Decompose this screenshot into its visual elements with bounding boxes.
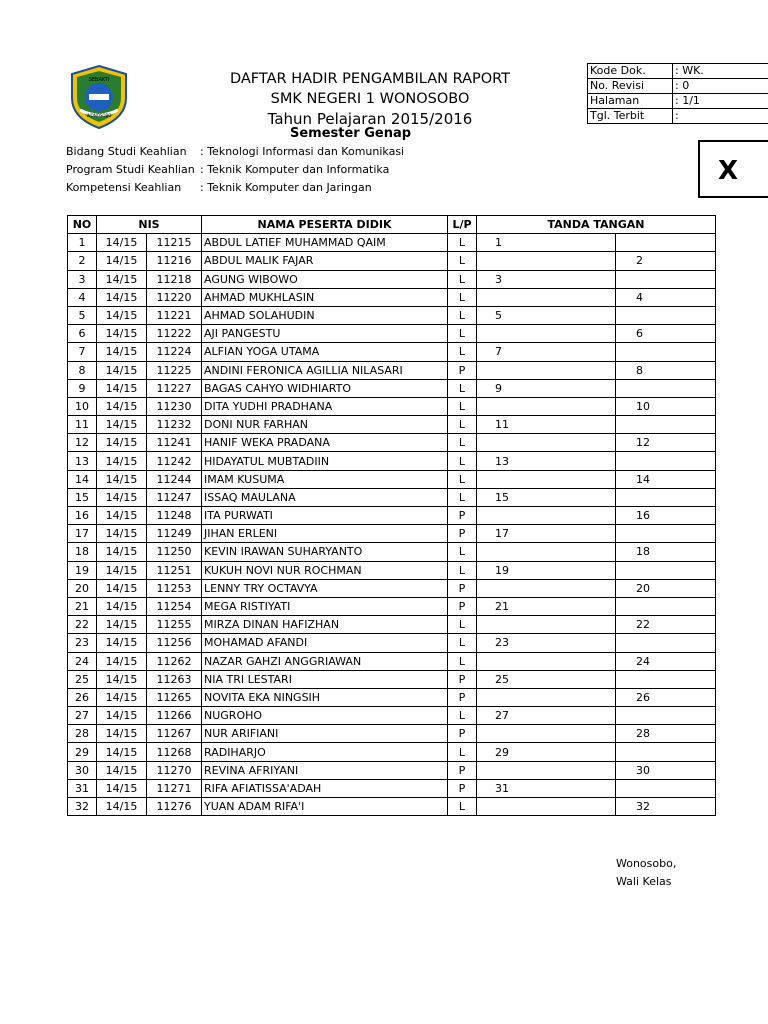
signature-right[interactable]: 14 bbox=[616, 470, 716, 488]
row-lp: L bbox=[448, 434, 477, 452]
signature-left[interactable] bbox=[477, 761, 616, 779]
row-year: 14/15 bbox=[97, 779, 147, 797]
row-year: 14/15 bbox=[97, 670, 147, 688]
row-lp: L bbox=[448, 707, 477, 725]
row-lp: P bbox=[448, 597, 477, 615]
row-no: 7 bbox=[68, 343, 97, 361]
table-row bbox=[68, 361, 716, 379]
table-row bbox=[68, 325, 716, 343]
row-nis: 11225 bbox=[147, 361, 202, 379]
doc-row bbox=[588, 64, 768, 79]
row-year: 14/15 bbox=[97, 270, 147, 288]
signature-left[interactable]: 3 bbox=[477, 270, 616, 288]
table-row bbox=[68, 743, 716, 761]
row-nis: 11215 bbox=[147, 234, 202, 252]
footer-place: Wonosobo, bbox=[616, 857, 677, 870]
table-row bbox=[68, 652, 716, 670]
table-row bbox=[68, 379, 716, 397]
signature-right[interactable]: 4 bbox=[616, 288, 716, 306]
title-line-3: Tahun Pelajaran 2015/2016 bbox=[267, 110, 473, 128]
row-no: 5 bbox=[68, 306, 97, 324]
row-name: ABDUL MALIK FAJAR bbox=[202, 252, 448, 270]
info-label: Program Studi Keahlian bbox=[66, 163, 195, 176]
signature-right[interactable]: 8 bbox=[616, 361, 716, 379]
signature-left[interactable]: 5 bbox=[477, 306, 616, 324]
row-no: 27 bbox=[68, 707, 97, 725]
doc-key: Kode Dok. bbox=[588, 64, 673, 79]
class-code-box: X bbox=[698, 140, 768, 198]
row-no: 1 bbox=[68, 234, 97, 252]
row-nis: 11241 bbox=[147, 434, 202, 452]
row-year: 14/15 bbox=[97, 452, 147, 470]
signature-left[interactable]: 9 bbox=[477, 379, 616, 397]
signature-left[interactable]: 23 bbox=[477, 634, 616, 652]
row-lp: L bbox=[448, 270, 477, 288]
signature-right[interactable]: 10 bbox=[616, 397, 716, 415]
row-no: 30 bbox=[68, 761, 97, 779]
row-name: IMAM KUSUMA bbox=[202, 470, 448, 488]
row-no: 8 bbox=[68, 361, 97, 379]
doc-key: No. Revisi bbox=[588, 79, 673, 94]
row-name: DONI NUR FARHAN bbox=[202, 416, 448, 434]
table-row bbox=[68, 688, 716, 706]
row-lp: L bbox=[448, 234, 477, 252]
row-no: 26 bbox=[68, 688, 97, 706]
row-name: NUGROHO bbox=[202, 707, 448, 725]
document-title bbox=[150, 69, 590, 129]
signature-left[interactable]: 11 bbox=[477, 416, 616, 434]
signature-right[interactable]: 30 bbox=[616, 761, 716, 779]
row-lp: L bbox=[448, 325, 477, 343]
row-lp: P bbox=[448, 670, 477, 688]
row-year: 14/15 bbox=[97, 652, 147, 670]
table-row bbox=[68, 707, 716, 725]
signature-left[interactable]: 15 bbox=[477, 488, 616, 506]
row-name: NOVITA EKA NINGSIH bbox=[202, 688, 448, 706]
row-name: AGUNG WIBOWO bbox=[202, 270, 448, 288]
signature-left[interactable] bbox=[477, 252, 616, 270]
row-lp: L bbox=[448, 743, 477, 761]
logo-text-top: SEBAKTI bbox=[88, 77, 110, 83]
signature-right[interactable]: 20 bbox=[616, 579, 716, 597]
header-nis: NIS bbox=[97, 216, 202, 234]
row-name: MIRZA DINAN HAFIZHAN bbox=[202, 616, 448, 634]
row-no: 4 bbox=[68, 288, 97, 306]
table-row bbox=[68, 634, 716, 652]
signature-left[interactable]: 21 bbox=[477, 597, 616, 615]
row-name: AHMAD SOLAHUDIN bbox=[202, 306, 448, 324]
signature-right[interactable] bbox=[616, 670, 716, 688]
row-lp: P bbox=[448, 725, 477, 743]
row-year: 14/15 bbox=[97, 707, 147, 725]
table-row bbox=[68, 270, 716, 288]
table-row bbox=[68, 306, 716, 324]
row-lp: L bbox=[448, 343, 477, 361]
row-year: 14/15 bbox=[97, 725, 147, 743]
info-value: : Teknologi Informasi dan Komunikasi bbox=[200, 145, 405, 158]
row-name: ITA PURWATI bbox=[202, 507, 448, 525]
signature-left[interactable] bbox=[477, 361, 616, 379]
signature-left[interactable] bbox=[477, 470, 616, 488]
row-year: 14/15 bbox=[97, 416, 147, 434]
signature-right[interactable] bbox=[616, 707, 716, 725]
row-lp: P bbox=[448, 688, 477, 706]
signature-right[interactable]: 24 bbox=[616, 652, 716, 670]
row-name: REVINA AFRIYANI bbox=[202, 761, 448, 779]
row-nis: 11227 bbox=[147, 379, 202, 397]
row-nis: 11230 bbox=[147, 397, 202, 415]
school-logo bbox=[66, 64, 132, 130]
row-lp: L bbox=[448, 798, 477, 816]
table-row bbox=[68, 343, 716, 361]
row-year: 14/15 bbox=[97, 288, 147, 306]
signature-right[interactable] bbox=[616, 379, 716, 397]
table-row bbox=[68, 416, 716, 434]
title-line-2: SMK NEGERI 1 WONOSOBO bbox=[270, 91, 470, 107]
footer-role: Wali Kelas bbox=[616, 875, 672, 888]
table-row bbox=[68, 252, 716, 270]
signature-right[interactable] bbox=[616, 525, 716, 543]
row-nis: 11221 bbox=[147, 306, 202, 324]
row-lp: L bbox=[448, 488, 477, 506]
signature-right[interactable]: 18 bbox=[616, 543, 716, 561]
row-no: 21 bbox=[68, 597, 97, 615]
row-year: 14/15 bbox=[97, 361, 147, 379]
row-year: 14/15 bbox=[97, 397, 147, 415]
row-year: 14/15 bbox=[97, 470, 147, 488]
row-lp: P bbox=[448, 761, 477, 779]
table-row bbox=[68, 725, 716, 743]
doc-value: : WK. bbox=[673, 64, 768, 79]
table-row bbox=[68, 761, 716, 779]
signature-right[interactable] bbox=[616, 743, 716, 761]
row-nis: 11263 bbox=[147, 670, 202, 688]
row-name: NIA TRI LESTARI bbox=[202, 670, 448, 688]
row-nis: 11247 bbox=[147, 488, 202, 506]
signature-right[interactable] bbox=[616, 452, 716, 470]
row-nis: 11268 bbox=[147, 743, 202, 761]
row-no: 9 bbox=[68, 379, 97, 397]
row-lp: P bbox=[448, 579, 477, 597]
row-year: 14/15 bbox=[97, 507, 147, 525]
row-nis: 11232 bbox=[147, 416, 202, 434]
signature-left[interactable]: 1 bbox=[477, 234, 616, 252]
signature-left[interactable] bbox=[477, 543, 616, 561]
signature-left[interactable] bbox=[477, 288, 616, 306]
row-name: BAGAS CAHYO WIDHIARTO bbox=[202, 379, 448, 397]
signature-right[interactable]: 26 bbox=[616, 688, 716, 706]
row-year: 14/15 bbox=[97, 688, 147, 706]
row-lp: L bbox=[448, 416, 477, 434]
info-value: : Teknik Komputer dan Informatika bbox=[200, 163, 390, 176]
row-lp: L bbox=[448, 543, 477, 561]
table-row bbox=[68, 670, 716, 688]
row-no: 11 bbox=[68, 416, 97, 434]
row-name: NAZAR GAHZI ANGGRIAWAN bbox=[202, 652, 448, 670]
row-year: 14/15 bbox=[97, 379, 147, 397]
row-nis: 11255 bbox=[147, 616, 202, 634]
signature-right[interactable]: 6 bbox=[616, 325, 716, 343]
doc-row bbox=[588, 79, 768, 94]
row-year: 14/15 bbox=[97, 743, 147, 761]
row-no: 32 bbox=[68, 798, 97, 816]
row-lp: L bbox=[448, 634, 477, 652]
table-header-row bbox=[68, 216, 716, 234]
row-name: AHMAD MUKHLASIN bbox=[202, 288, 448, 306]
doc-row bbox=[588, 109, 768, 124]
table-row bbox=[68, 488, 716, 506]
row-year: 14/15 bbox=[97, 434, 147, 452]
row-lp: P bbox=[448, 525, 477, 543]
signature-left[interactable]: 13 bbox=[477, 452, 616, 470]
row-name: LENNY TRY OCTAVYA bbox=[202, 579, 448, 597]
doc-key: Tgl. Terbit bbox=[588, 109, 673, 124]
signature-left[interactable]: 17 bbox=[477, 525, 616, 543]
signature-left[interactable] bbox=[477, 397, 616, 415]
row-no: 13 bbox=[68, 452, 97, 470]
row-year: 14/15 bbox=[97, 488, 147, 506]
row-no: 6 bbox=[68, 325, 97, 343]
signature-right[interactable]: 12 bbox=[616, 434, 716, 452]
row-no: 15 bbox=[68, 488, 97, 506]
row-no: 14 bbox=[68, 470, 97, 488]
signature-left[interactable] bbox=[477, 725, 616, 743]
row-year: 14/15 bbox=[97, 325, 147, 343]
row-name: YUAN ADAM RIFA'I bbox=[202, 798, 448, 816]
row-name: ABDUL LATIEF MUHAMMAD QAIM bbox=[202, 234, 448, 252]
signature-right[interactable]: 16 bbox=[616, 507, 716, 525]
row-no: 20 bbox=[68, 579, 97, 597]
signature-right[interactable] bbox=[616, 779, 716, 797]
row-name: ALFIAN YOGA UTAMA bbox=[202, 343, 448, 361]
doc-value: : 0 bbox=[673, 79, 768, 94]
title-line-1: DAFTAR HADIR PENGAMBILAN RAPORT bbox=[229, 71, 511, 87]
row-lp: L bbox=[448, 616, 477, 634]
info-label: Kompetensi Keahlian bbox=[66, 181, 182, 194]
row-year: 14/15 bbox=[97, 761, 147, 779]
signature-right[interactable]: 22 bbox=[616, 616, 716, 634]
doc-key: Halaman bbox=[588, 94, 673, 109]
row-nis: 11267 bbox=[147, 725, 202, 743]
signature-left[interactable] bbox=[477, 507, 616, 525]
attendance-table bbox=[67, 215, 716, 816]
doc-value: : 1/1 bbox=[673, 94, 768, 109]
row-year: 14/15 bbox=[97, 634, 147, 652]
row-nis: 11222 bbox=[147, 325, 202, 343]
row-year: 14/15 bbox=[97, 798, 147, 816]
row-name: MOHAMAD AFANDI bbox=[202, 634, 448, 652]
row-name: JIHAN ERLENI bbox=[202, 525, 448, 543]
row-nis: 11253 bbox=[147, 579, 202, 597]
row-no: 29 bbox=[68, 743, 97, 761]
signature-right[interactable] bbox=[616, 234, 716, 252]
row-nis: 11262 bbox=[147, 652, 202, 670]
document-control-box bbox=[587, 63, 768, 124]
table-row bbox=[68, 234, 716, 252]
row-no: 18 bbox=[68, 543, 97, 561]
signature-right[interactable] bbox=[616, 561, 716, 579]
row-name: KUKUH NOVI NUR ROCHMAN bbox=[202, 561, 448, 579]
row-no: 17 bbox=[68, 525, 97, 543]
header-no: NO bbox=[68, 216, 97, 234]
table-row bbox=[68, 525, 716, 543]
row-year: 14/15 bbox=[97, 579, 147, 597]
logo-text-bottom: WONOSOBO bbox=[86, 113, 112, 118]
row-year: 14/15 bbox=[97, 561, 147, 579]
header-lp: L/P bbox=[448, 216, 477, 234]
semester-label: Semester Genap bbox=[290, 126, 412, 141]
row-no: 31 bbox=[68, 779, 97, 797]
table-row bbox=[68, 434, 716, 452]
signature-left[interactable] bbox=[477, 579, 616, 597]
row-name: MEGA RISTIYATI bbox=[202, 597, 448, 615]
row-nis: 11270 bbox=[147, 761, 202, 779]
signature-right[interactable]: 32 bbox=[616, 798, 716, 816]
row-year: 14/15 bbox=[97, 616, 147, 634]
row-name: RADIHARJO bbox=[202, 743, 448, 761]
row-no: 23 bbox=[68, 634, 97, 652]
row-lp: L bbox=[448, 470, 477, 488]
row-no: 2 bbox=[68, 252, 97, 270]
table-row bbox=[68, 597, 716, 615]
signature-left[interactable] bbox=[477, 688, 616, 706]
row-no: 10 bbox=[68, 397, 97, 415]
row-lp: L bbox=[448, 397, 477, 415]
row-year: 14/15 bbox=[97, 343, 147, 361]
row-lp: P bbox=[448, 361, 477, 379]
row-no: 19 bbox=[68, 561, 97, 579]
table-row bbox=[68, 779, 716, 797]
signature-left[interactable]: 29 bbox=[477, 743, 616, 761]
row-nis: 11242 bbox=[147, 452, 202, 470]
signature-right[interactable] bbox=[616, 634, 716, 652]
row-nis: 11249 bbox=[147, 525, 202, 543]
row-nis: 11271 bbox=[147, 779, 202, 797]
row-nis: 11276 bbox=[147, 798, 202, 816]
row-no: 12 bbox=[68, 434, 97, 452]
row-nis: 11224 bbox=[147, 343, 202, 361]
signature-right[interactable] bbox=[616, 488, 716, 506]
signature-left[interactable]: 25 bbox=[477, 670, 616, 688]
row-no: 16 bbox=[68, 507, 97, 525]
table-row bbox=[68, 798, 716, 816]
signature-left[interactable]: 7 bbox=[477, 343, 616, 361]
row-year: 14/15 bbox=[97, 234, 147, 252]
row-nis: 11266 bbox=[147, 707, 202, 725]
row-year: 14/15 bbox=[97, 252, 147, 270]
row-name: ANDINI FERONICA AGILLIA NILASARI bbox=[202, 361, 448, 379]
row-lp: L bbox=[448, 252, 477, 270]
row-lp: L bbox=[448, 652, 477, 670]
signature-right[interactable] bbox=[616, 416, 716, 434]
row-year: 14/15 bbox=[97, 306, 147, 324]
signature-right[interactable] bbox=[616, 597, 716, 615]
header-sign: TANDA TANGAN bbox=[477, 216, 716, 234]
signature-right[interactable]: 2 bbox=[616, 252, 716, 270]
row-no: 25 bbox=[68, 670, 97, 688]
signature-left[interactable] bbox=[477, 325, 616, 343]
doc-row bbox=[588, 94, 768, 109]
row-year: 14/15 bbox=[97, 597, 147, 615]
signature-left[interactable]: 19 bbox=[477, 561, 616, 579]
signature-left[interactable]: 27 bbox=[477, 707, 616, 725]
info-value: : Teknik Komputer dan Jaringan bbox=[200, 181, 372, 194]
row-name: KEVIN IRAWAN SUHARYANTO bbox=[202, 543, 448, 561]
row-nis: 11254 bbox=[147, 597, 202, 615]
row-nis: 11220 bbox=[147, 288, 202, 306]
signature-right[interactable] bbox=[616, 306, 716, 324]
row-name: HIDAYATUL MUBTADIIN bbox=[202, 452, 448, 470]
row-no: 28 bbox=[68, 725, 97, 743]
row-nis: 11265 bbox=[147, 688, 202, 706]
row-name: NUR ARIFIANI bbox=[202, 725, 448, 743]
signature-left[interactable] bbox=[477, 434, 616, 452]
row-name: HANIF WEKA PRADANA bbox=[202, 434, 448, 452]
table-row bbox=[68, 288, 716, 306]
signature-left[interactable] bbox=[477, 616, 616, 634]
row-year: 14/15 bbox=[97, 543, 147, 561]
row-lp: P bbox=[448, 779, 477, 797]
row-name: DITA YUDHI PRADHANA bbox=[202, 397, 448, 415]
row-nis: 11248 bbox=[147, 507, 202, 525]
row-lp: L bbox=[448, 288, 477, 306]
signature-right[interactable] bbox=[616, 270, 716, 288]
row-nis: 11216 bbox=[147, 252, 202, 270]
table-row bbox=[68, 470, 716, 488]
doc-value: : bbox=[673, 109, 768, 124]
table-row bbox=[68, 616, 716, 634]
signature-left[interactable] bbox=[477, 652, 616, 670]
row-year: 14/15 bbox=[97, 525, 147, 543]
row-lp: L bbox=[448, 379, 477, 397]
row-name: RIFA AFIATISSA'ADAH bbox=[202, 779, 448, 797]
row-name: AJI PANGESTU bbox=[202, 325, 448, 343]
row-lp: L bbox=[448, 452, 477, 470]
row-nis: 11256 bbox=[147, 634, 202, 652]
signature-left[interactable] bbox=[477, 798, 616, 816]
row-lp: P bbox=[448, 507, 477, 525]
table-row bbox=[68, 397, 716, 415]
row-nis: 11244 bbox=[147, 470, 202, 488]
row-no: 22 bbox=[68, 616, 97, 634]
signature-right[interactable] bbox=[616, 343, 716, 361]
table-row bbox=[68, 452, 716, 470]
table-row bbox=[68, 579, 716, 597]
row-nis: 11250 bbox=[147, 543, 202, 561]
row-lp: L bbox=[448, 306, 477, 324]
row-name: ISSAQ MAULANA bbox=[202, 488, 448, 506]
row-lp: L bbox=[448, 561, 477, 579]
signature-left[interactable]: 31 bbox=[477, 779, 616, 797]
row-nis: 11218 bbox=[147, 270, 202, 288]
row-no: 3 bbox=[68, 270, 97, 288]
row-no: 24 bbox=[68, 652, 97, 670]
row-nis: 11251 bbox=[147, 561, 202, 579]
info-label: Bidang Studi Keahlian bbox=[66, 145, 187, 158]
table-row bbox=[68, 543, 716, 561]
signature-right[interactable]: 28 bbox=[616, 725, 716, 743]
header-name: NAMA PESERTA DIDIK bbox=[202, 216, 448, 234]
table-row bbox=[68, 561, 716, 579]
table-row bbox=[68, 507, 716, 525]
